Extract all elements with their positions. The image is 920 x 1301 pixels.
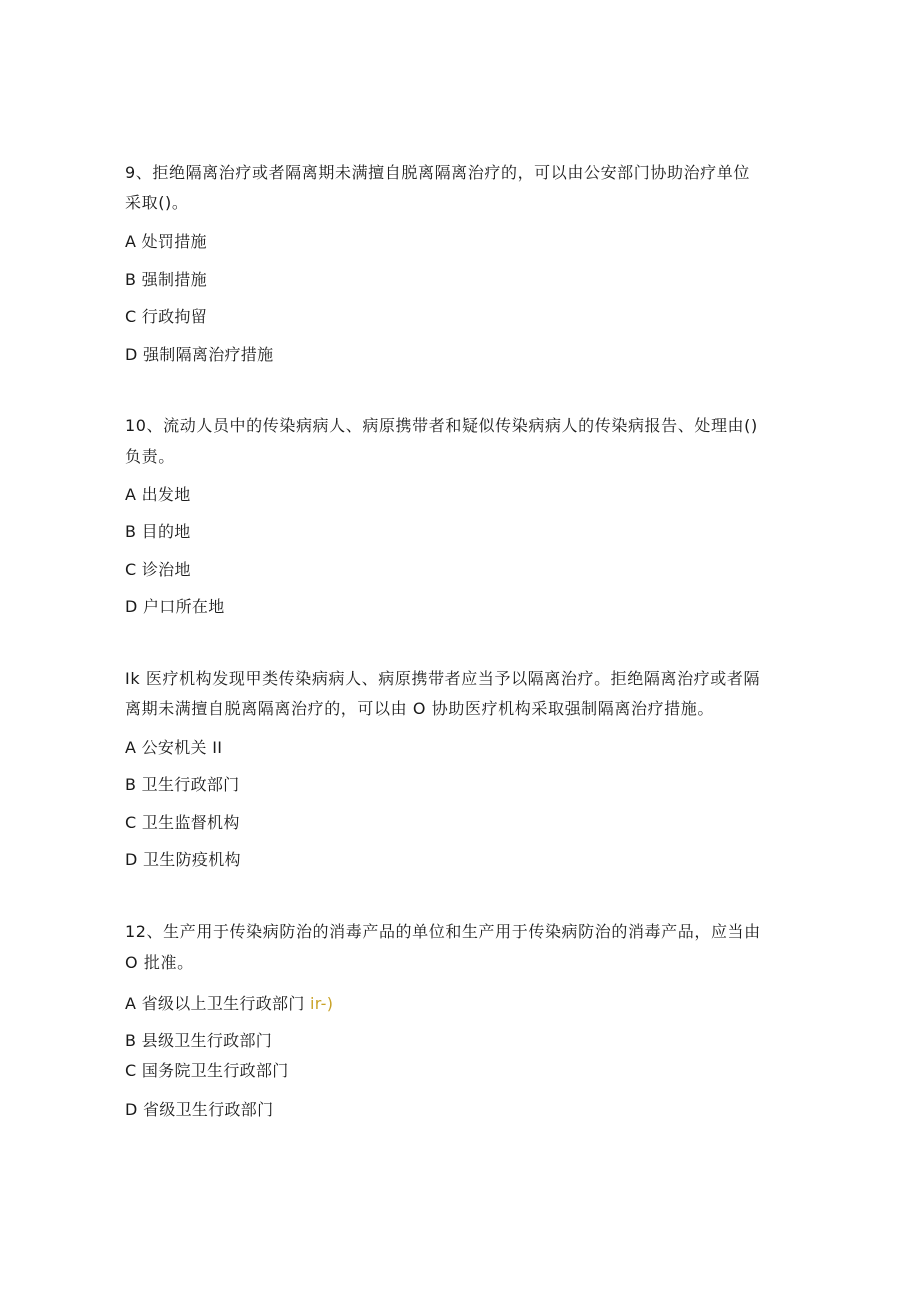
question-11-stem-line-1: Ik 医疗机构发现甲类传染病病人、病原携带者应当予以隔离治疗。拒绝隔离治疗或者隔 — [125, 669, 761, 688]
question-10-option-d: D 户口所在地 — [125, 597, 225, 616]
question-9-option-c: C 行政拘留 — [125, 307, 208, 326]
question-11-option-b: B 卫生行政部门 — [125, 775, 240, 794]
question-12-option-a-mark: ir-) — [310, 994, 334, 1013]
question-12-option-a — [125, 994, 333, 1014]
question-10-option-c: C 诊治地 — [125, 560, 191, 579]
question-10-stem-line-2: 负责。 — [125, 447, 175, 466]
question-11-stem-line-2: 离期未满擅自脱离隔离治疗的，可以由 O 协助医疗机构采取强制隔离治疗措施。 — [125, 699, 714, 718]
question-10-stem-line-1: 10、流动人员中的传染病病人、病原携带者和疑似传染病病人的传染病报告、处理由() — [125, 416, 758, 435]
question-12-stem-line-1: 12、生产用于传染病防治的消毒产品的单位和生产用于传染病防治的消毒产品，应当由 — [125, 922, 761, 941]
question-9-option-a: A 处罚措施 — [125, 232, 207, 251]
question-11-option-a: A 公安机关 II — [125, 738, 223, 757]
question-9-stem-line-1: 9、拒绝隔离治疗或者隔离期未满擅自脱离隔离治疗的，可以由公安部门协助治疗单位 — [125, 163, 750, 182]
question-9-stem-line-2: 采取()。 — [125, 193, 189, 212]
question-12-option-d: D 省级卫生行政部门 — [125, 1100, 274, 1119]
question-10-option-b: B 目的地 — [125, 522, 191, 541]
question-12-option-c: C 国务院卫生行政部门 — [125, 1061, 289, 1080]
question-12-stem-line-2: O 批准。 — [125, 953, 194, 972]
question-9-option-b: B 强制措施 — [125, 270, 207, 289]
question-9-option-d: D 强制隔离治疗措施 — [125, 345, 274, 364]
question-12-option-a-text: A 省级以上卫生行政部门 — [125, 994, 305, 1013]
question-11-option-c: C 卫生监督机构 — [125, 813, 240, 832]
question-10-option-a: A 出发地 — [125, 485, 191, 504]
question-11-option-d: D 卫生防疫机构 — [125, 850, 241, 869]
question-12-option-b: B 县级卫生行政部门 — [125, 1031, 273, 1050]
